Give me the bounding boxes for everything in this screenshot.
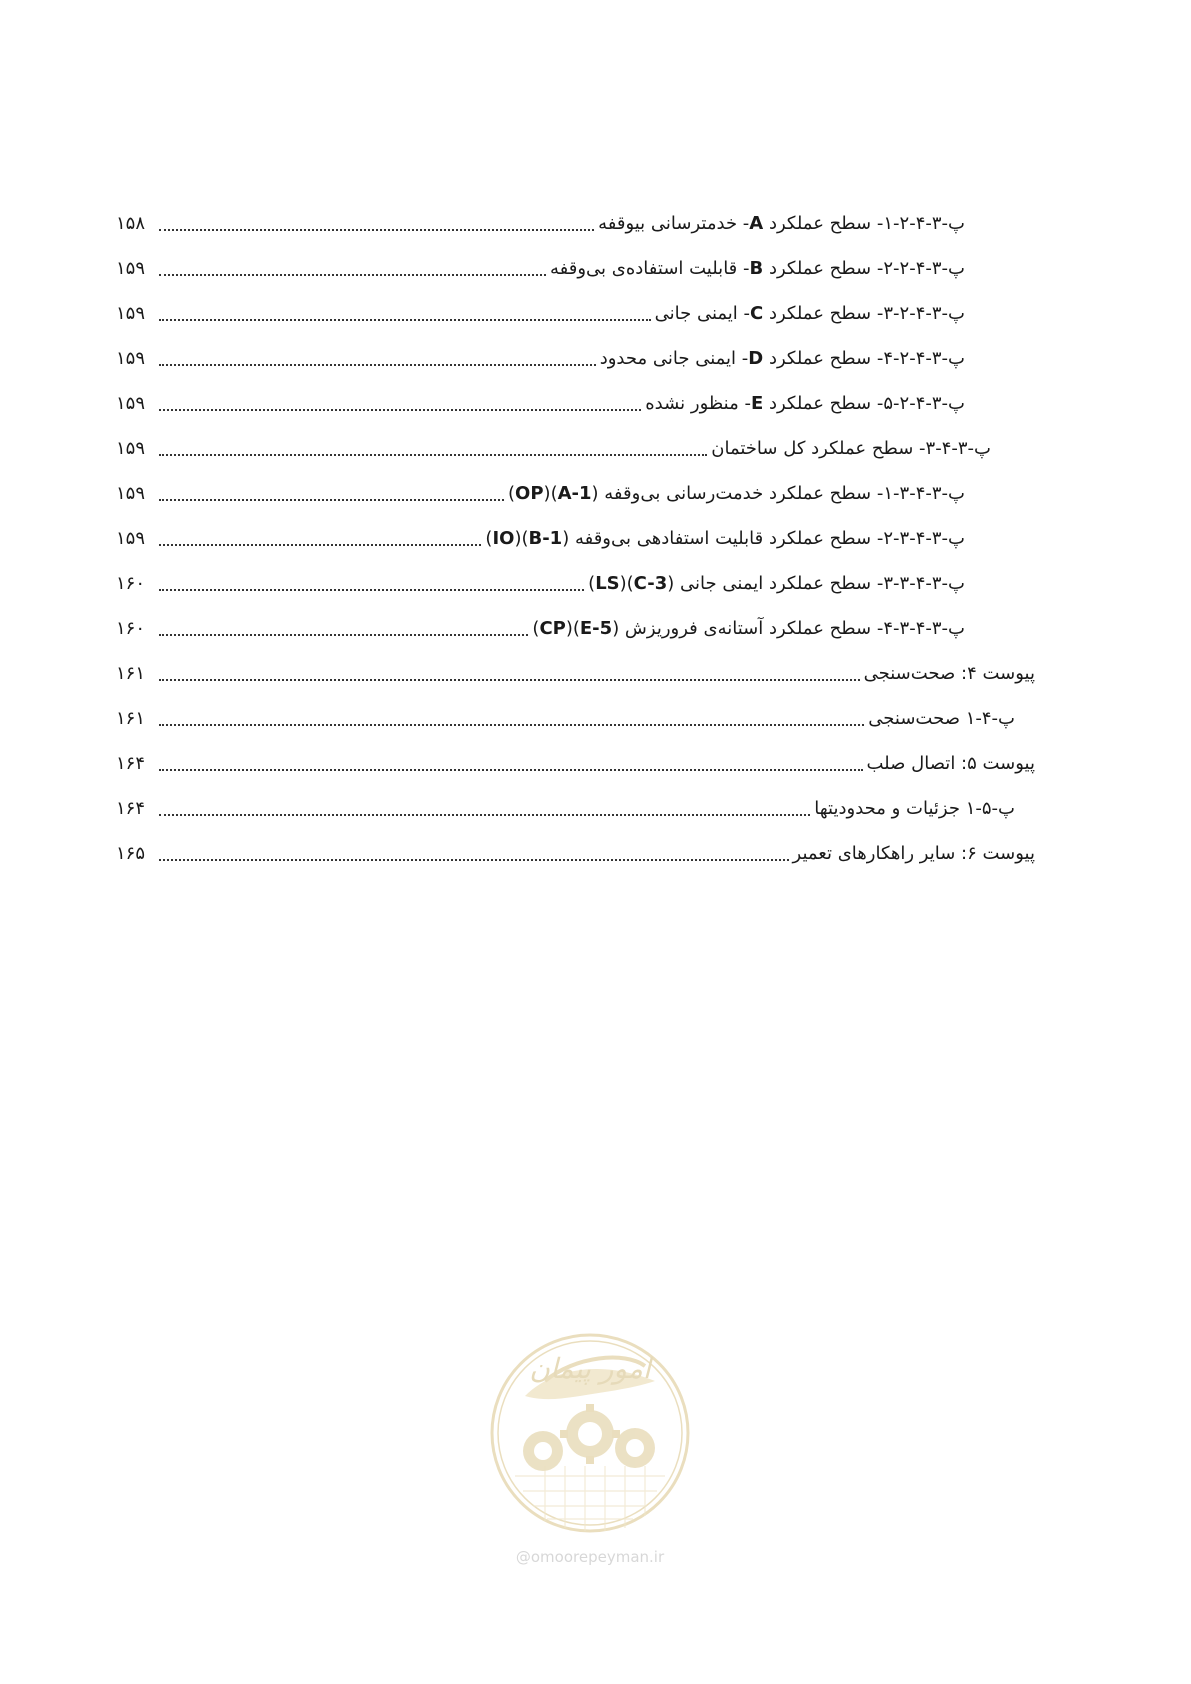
toc-entry-title: پ-۳-۴-۲-۳- سطح عملکرد C- ایمنی جانی xyxy=(654,303,965,324)
toc-entry-title: پ-۳-۴-۳-۴- سطح عملکرد آستانه‌ی فروریزش (E-5)(CP) xyxy=(532,618,965,639)
toc-page-number: ۱۶۰ xyxy=(116,573,146,594)
toc-page-number: ۱۵۹ xyxy=(116,303,146,324)
toc-entry-title: پیوست ۴: صحت‌سنجی xyxy=(863,663,1035,684)
dot-leader xyxy=(159,542,481,546)
toc-entry-title: پیوست ۶: سایر راهکارهای تعمیر xyxy=(792,843,1035,864)
toc-page-number: ۱۵۸ xyxy=(116,213,146,234)
toc-page-number: ۱۶۴ xyxy=(116,798,146,819)
dot-leader xyxy=(159,857,789,861)
dot-leader xyxy=(159,587,584,591)
toc-entry-title: پ-۵-۱ جزئیات و محدودیتها xyxy=(814,798,1015,819)
toc-entry[interactable] xyxy=(0,841,1191,886)
dot-leader xyxy=(159,362,596,366)
toc-entry[interactable] xyxy=(0,706,1191,751)
toc-entry[interactable] xyxy=(0,481,1191,526)
toc-line xyxy=(116,301,965,327)
toc-page-number: ۱۶۰ xyxy=(116,618,146,639)
dot-leader xyxy=(159,767,863,771)
toc-line xyxy=(116,391,965,417)
toc-line xyxy=(116,481,965,507)
toc-entry[interactable] xyxy=(0,256,1191,301)
toc-entry[interactable] xyxy=(0,751,1191,796)
toc-line xyxy=(116,661,1035,687)
toc-entry-title: پ-۳-۴-۳- سطح عملکرد کل ساختمان xyxy=(711,438,991,459)
toc-line xyxy=(116,751,1035,777)
toc-entry-title: پیوست ۵: اتصال صلب xyxy=(866,753,1035,774)
watermark-url: @omoorepeyman.ir xyxy=(515,1548,665,1566)
toc-page-number: ۱۵۹ xyxy=(116,528,146,549)
dot-leader xyxy=(159,722,864,726)
seal-logo-icon xyxy=(485,1326,695,1541)
toc-entry[interactable] xyxy=(0,211,1191,256)
toc-entry[interactable] xyxy=(0,526,1191,571)
toc-page-number: ۱۵۹ xyxy=(116,438,146,459)
toc-entry[interactable] xyxy=(0,571,1191,616)
toc-page-number: ۱۶۴ xyxy=(116,753,146,774)
toc-line xyxy=(116,841,1035,867)
toc-page-number: ۱۵۹ xyxy=(116,348,146,369)
toc-line xyxy=(116,706,1015,732)
toc-page-number: ۱۶۱ xyxy=(116,663,146,684)
toc-page-number: ۱۶۱ xyxy=(116,708,146,729)
dot-leader xyxy=(159,497,504,501)
toc-entry[interactable] xyxy=(0,346,1191,391)
toc-line xyxy=(116,571,965,597)
dot-leader xyxy=(159,632,528,636)
toc-entry-title: پ-۳-۴-۲-۴- سطح عملکرد D- ایمنی جانی محدود xyxy=(599,348,965,369)
dot-leader xyxy=(159,677,860,681)
dot-leader xyxy=(159,812,810,816)
toc-entry-title: پ-۳-۴-۳-۳- سطح عملکرد ایمنی جانی (C-3)(LS) xyxy=(588,573,965,594)
toc-page-number: ۱۶۵ xyxy=(116,843,146,864)
toc-entry-title: پ-۳-۴-۲-۱- سطح عملکرد A- خدمترسانی بیوقفه xyxy=(598,213,965,234)
watermark-seal xyxy=(485,1326,695,1601)
toc-page-number: ۱۵۹ xyxy=(116,393,146,414)
dot-leader xyxy=(159,452,707,456)
toc-page-number: ۱۵۹ xyxy=(116,483,146,504)
svg-text:امور پیمان: امور پیمان xyxy=(529,1352,651,1385)
toc-entry[interactable] xyxy=(0,661,1191,706)
toc-line xyxy=(116,526,965,552)
toc-line xyxy=(116,211,965,237)
toc-entry-title: پ-۳-۴-۳-۲- سطح عملکرد قابلیت استفادهی بی‌وقفه (B-1)(IO) xyxy=(485,528,965,549)
dot-leader xyxy=(159,227,594,231)
table-of-contents xyxy=(0,211,1191,886)
toc-entry-title: پ-۳-۴-۳-۱- سطح عملکرد خدمت‌رسانی بی‌وقفه (A-1)(OP) xyxy=(508,483,965,504)
toc-entry-title: پ-۳-۴-۲-۵- سطح عملکرد E- منظور نشده xyxy=(645,393,965,414)
dot-leader xyxy=(159,317,651,321)
toc-entry[interactable] xyxy=(0,796,1191,841)
toc-line xyxy=(116,436,991,462)
toc-line xyxy=(116,346,965,372)
toc-entry-title: پ-۳-۴-۲-۲- سطح عملکرد B- قابلیت استفاده‌ی بی‌وقفه xyxy=(549,258,965,279)
toc-line xyxy=(116,256,965,282)
toc-entry[interactable] xyxy=(0,301,1191,346)
toc-entry[interactable] xyxy=(0,436,1191,481)
toc-line xyxy=(116,796,1015,822)
toc-line xyxy=(116,616,965,642)
toc-page-number: ۱۵۹ xyxy=(116,258,146,279)
toc-entry-title: پ-۴-۱ صحت‌سنجی xyxy=(868,708,1015,729)
dot-leader xyxy=(159,272,546,276)
toc-entry[interactable] xyxy=(0,616,1191,661)
dot-leader xyxy=(159,407,641,411)
toc-entry[interactable] xyxy=(0,391,1191,436)
